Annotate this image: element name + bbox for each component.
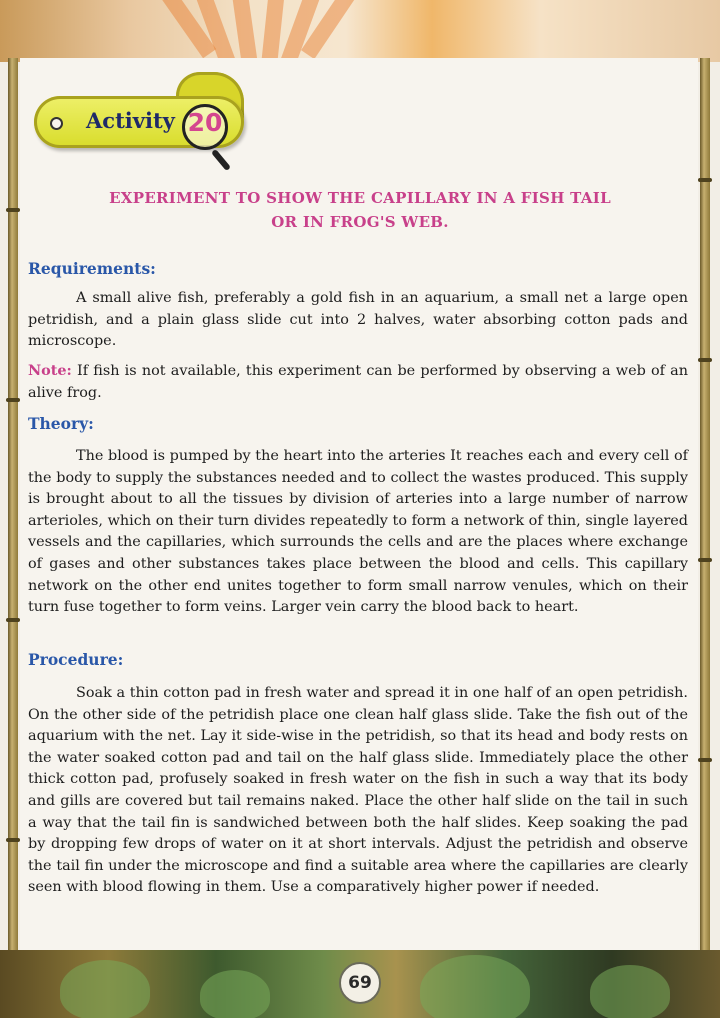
experiment-title — [28, 186, 692, 234]
activity-label: Activity — [86, 108, 175, 133]
page-number: 69 — [339, 962, 381, 1004]
procedure-text: Soak a thin cotton pad in fresh water and spread it in one half of an open petridish. On the other side of the petridish place one clean half glass slide. Take the fish out of the aquarium with the net. Lay it side-wise in the petridish, so that its head and body rests on the water soaked cotton pad and tail on the half glass slide. Immediately place the other thick cotton pad, profusely soaked in fresh water on the fish in such a way that its body and gills are covered but tail remains naked. Place the other half slide on the tail in such a way that the tail fin is sandwiched between both the half slides. Keep soaking the pad by dropping few drops of water on it at short intervals. Adjust the petridish and observe the tail fin under the microscope and find a suitable area where the capillaries are clearly seen with blood flowing in them. Use a comparatively higher power if needed. — [28, 685, 688, 896]
procedure-heading: Procedure: — [28, 650, 124, 669]
theory-text: The blood is pumped by the heart into the arteries It reaches each and every cell of the body to supply the substances needed and to collect the wastes produced. This supply is brought about to all the tissues by division of arteries into a large number of narrow arterioles, which on their turn divides repeatedly to form a network of thin, single layered vessels and the capillaries, which surrounds the cells and are the places where exchange of gases and other substances takes place between the blood and cells. This capillary network on the other end unites together to form small narrow venules, which on their turn fuse together to form veins. Larger vein carry the blood back to heart. — [28, 448, 688, 616]
note-paragraph — [28, 360, 688, 404]
right-bamboo-border — [700, 58, 710, 958]
badge-hole-icon — [50, 117, 63, 130]
title-line-2: OR IN FROG'S WEB. — [271, 213, 449, 231]
note-text: If fish is not available, this experiment can be performed by observing a web of an alive frog. — [28, 363, 688, 401]
title-line-1: EXPERIMENT TO SHOW THE CAPILLARY IN A FISH TAIL — [109, 189, 611, 207]
requirements-text: A small alive fish, preferably a gold fish in an aquarium, a small net a large open petridish, and a plain glass slide cut into 2 halves, water absorbing cotton pads and microscope. — [28, 290, 688, 350]
top-decorative-banner — [0, 0, 720, 62]
theory-heading: Theory: — [28, 414, 94, 433]
note-label: Note: — [28, 362, 72, 379]
activity-number: 20 — [187, 108, 223, 137]
requirements-heading: Requirements: — [28, 259, 156, 278]
left-bamboo-border — [8, 58, 18, 958]
